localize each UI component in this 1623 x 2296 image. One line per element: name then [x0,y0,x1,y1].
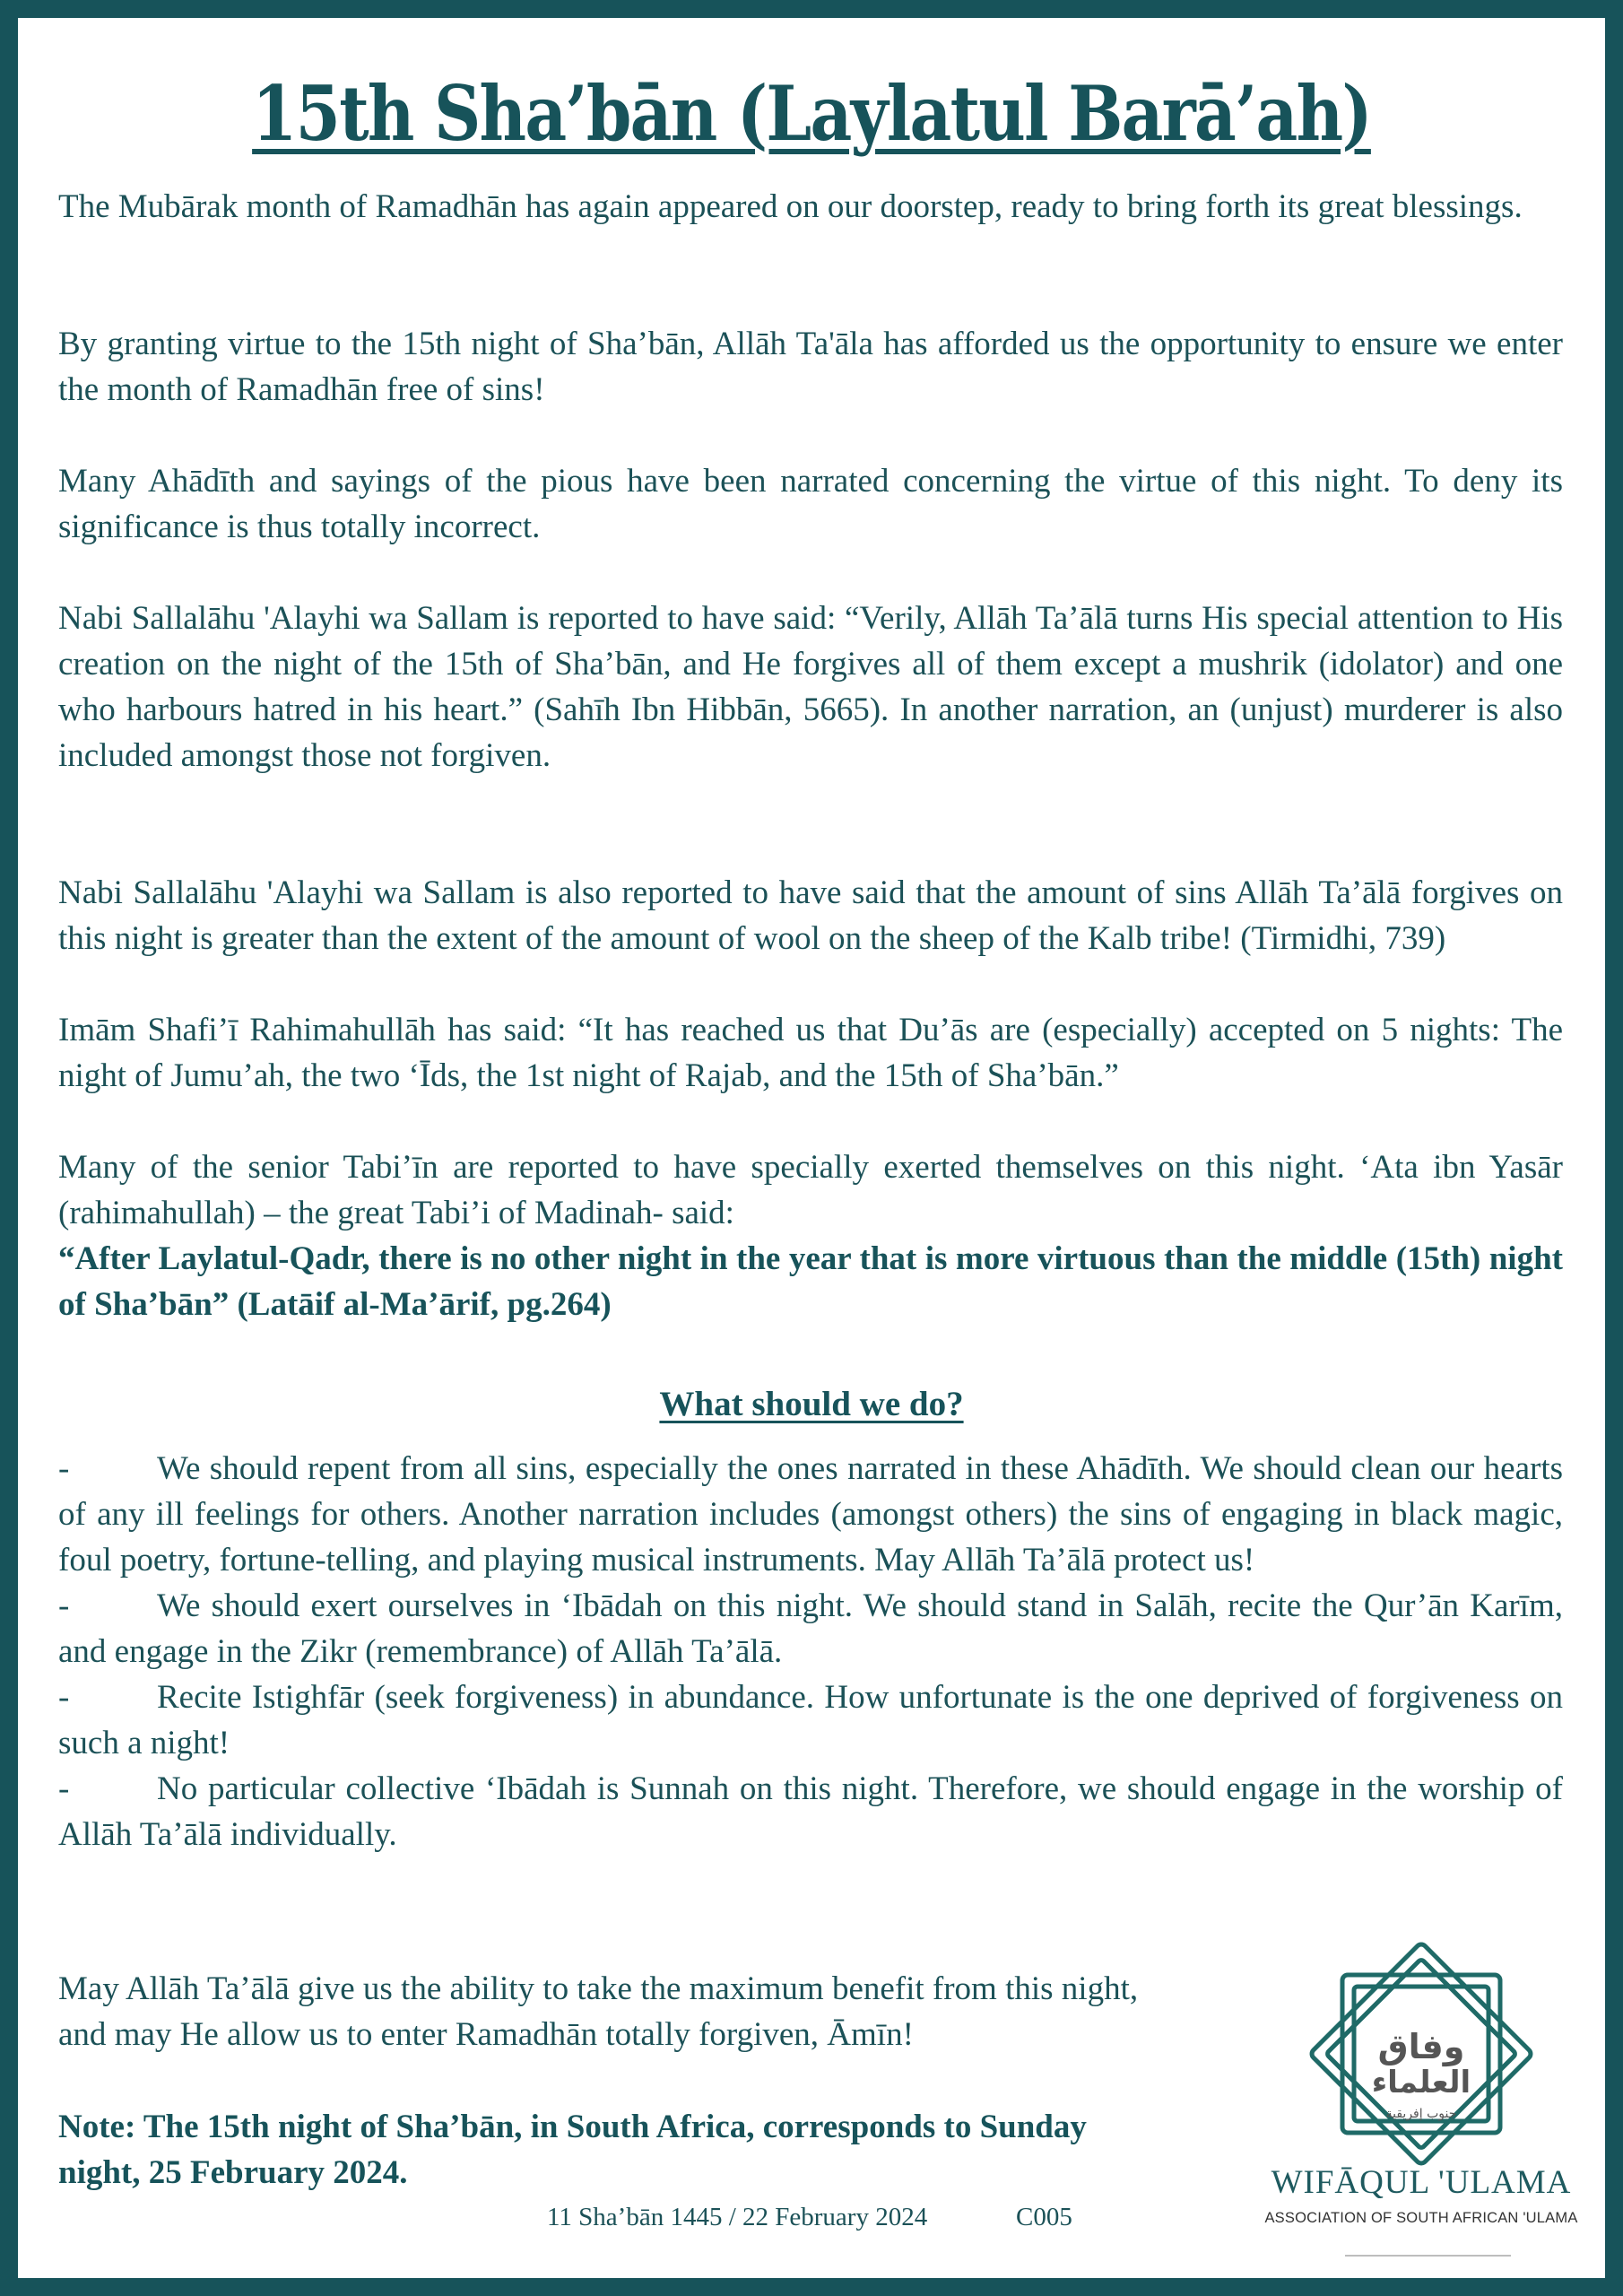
bullet-item [58,1766,1563,1857]
bullet-text: We should repent from all sins, especially the ones narrated in these Ahādīth. We should clean our hearts of any ill feelings for others. Another narration includes (amongst others) the sins of engaging in black magic, foul poetry, fortune-telling, and playing musical instruments. May Allāh Ta’ālā protect us! [58,1450,1563,1578]
paragraph-text: Nabi Sallalāhu 'Alayhi wa Sallam is reported to have said: “Verily, Allāh Ta’ālā turns His special attention to His creation on the night of the 15th of Sha’bān, and He forgives all of them except a mushrik (idolator) and one who harbours hatred in his heart.” (Sahīh Ibn Hibbān, 5665). In another narration, an (unjust) murderer is also included amongst those not forgiven. [58,600,1563,774]
paragraph-text: By granting virtue to the 15th night of Sha’bān, Allāh Ta'āla has afforded us the opportunity to ensure we enter the month of Ramadhān free of sins! [58,326,1563,408]
eight-point-star-logo-icon [1309,1942,1533,2166]
note-line: night, 25 February 2024. [58,2154,408,2191]
paragraph-hadith-kalb [58,870,1563,961]
footer-code: C005 [1016,2203,1072,2231]
bullet-list [58,1446,1563,1857]
section-heading [18,1381,1605,1427]
bold-quote: “After Laylatul-Qadr, there is no other night in the year that is more virtuous than the middle (15th) night of Sha’bān” (Latāif al-Ma’ārif, pg.264) [58,1240,1563,1323]
closing-line: and may He allow us to enter Ramadhān totally forgiven, Āmīn! [58,2016,914,2053]
date-note [58,2104,1224,2196]
document-page [18,18,1605,2278]
bullet-dash: - [58,1679,70,1716]
paragraph-text: Imām Shafi’ī Rahimahullāh has said: “It has reached us that Du’ās are (especially) accepted on 5 nights: The night of Jumu’ah, the two ‘Īds, the 1st night of Rajab, and the 15th of Sha’bān.” [58,1012,1563,1094]
paragraph-ahadith [58,458,1563,550]
divider [1345,2255,1511,2257]
organization-subtitle: ASSOCIATION OF SOUTH AFRICAN 'ULAMA [1264,2210,1578,2226]
paragraph-text: Many Ahādīth and sayings of the pious have been narrated concerning the virtue of this night. To deny its significance is thus totally incorrect. [58,463,1563,545]
section-heading-text: What should we do? [659,1385,964,1423]
paragraph-tabiin [58,1144,1563,1327]
page-title [129,65,1494,163]
paragraph-imam-shafii [58,1007,1563,1099]
paragraph-intro [58,184,1563,230]
paragraph-text: Nabi Sallalāhu 'Alayhi wa Sallam is also reported to have said that the amount of sins Allāh Ta’ālā forgives on this night is greater than the extent of the amount of wool on the sheep of the Kalb tribe! (Tirmidhi, 739) [58,874,1563,957]
page-title-text: 15th Sha’bān (Laylatul Barā’ah) [252,69,1371,158]
svg-text:العلماء: العلماء [1371,2065,1471,2100]
paragraph-hadith-forgiveness [58,596,1563,778]
bullet-text: No particular collective ‘Ibādah is Sunnah on this night. Therefore, we should engage in the worship of Allāh Ta’ālā individually. [58,1770,1563,1853]
paragraph-text: Many of the senior Tabi’īn are reported to have specially exerted themselves on this night. ‘Ata ibn Yasār (rahimahullah) – the great Tabi’i of Madinah- said: [58,1149,1563,1231]
logo-arabic-name: وفاق [1377,2027,1465,2066]
bullet-item [58,1446,1563,1583]
bullet-item [58,1583,1563,1674]
paragraph-virtue [58,321,1563,413]
bullet-text: We should exert ourselves in ‘Ibādah on this night. We should stand in Salāh, recite the Qur’ān Karīm, and engage in the Zikr (remembrance) of Allāh Ta’ālā. [58,1587,1563,1670]
note-line: Note: The 15th night of Sha’bān, in South Africa, corresponds to Sunday [58,2109,1087,2145]
footer-date: 11 Sha’bān 1445 / 22 February 2024 [547,2203,928,2231]
closing-dua [58,1966,1332,2057]
paragraph-text: The Mubārak month of Ramadhān has again appeared on our doorstep, ready to bring forth its great blessings. [58,188,1523,225]
closing-line: May Allāh Ta’ālā give us the ability to take the maximum benefit from this night, [58,1970,1139,2007]
organization-name: WIFĀQUL 'ULAMA [1271,2164,1572,2201]
bullet-dash: - [58,1450,70,1487]
svg-text:جنوب إفريقية: جنوب إفريقية [1385,2107,1457,2121]
bullet-dash: - [58,1587,70,1624]
bullet-dash: - [58,1770,70,1807]
bullet-text: Recite Istighfār (seek forgiveness) in abundance. How unfortunate is the one deprived of forgiveness on such a night! [58,1679,1563,1761]
bullet-item [58,1674,1563,1766]
